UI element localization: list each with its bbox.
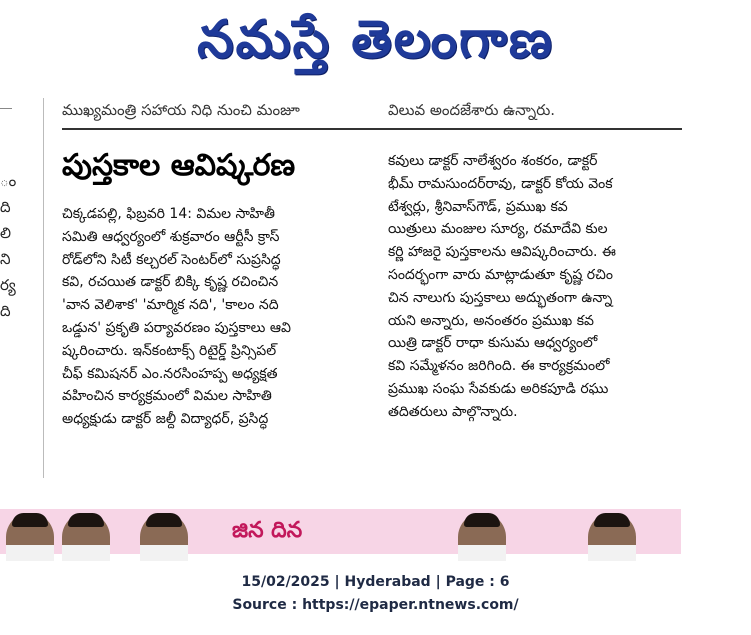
newspaper-title: నమస్తే తెలంగాణ — [197, 9, 554, 70]
article-line: సమితి ఆధ్వర్యంలో శుక్రవారం ఆర్టీసీ క్రాస్ — [62, 228, 280, 245]
ad-banner-text: జిన దిన — [232, 517, 303, 543]
fragment-line: ది — [0, 302, 11, 320]
article-line: చిన నాలుగు పుస్తకాలు అద్భుతంగా ఉన్నా — [388, 289, 613, 306]
article-line: 'వాన వెలిశాక' 'మార్మిక నది', 'కాలం నది — [62, 297, 279, 314]
article-line: చిక్కడపల్లి, ఫిబ్రవరి 14: విమల సాహితీ — [62, 206, 275, 222]
footer-date-line: 15/02/2025 | Hyderabad | Page : 6 — [241, 574, 510, 590]
article-line: ఒడ్డున' ప్రకృతి పర్యావరణం పుస్తకాలు ఆవి — [62, 319, 291, 336]
article-line: సందర్భంగా వారు మాట్లాడుతూ కృష్ణ రచిం — [388, 266, 613, 283]
column-divider — [43, 98, 44, 478]
fragment-line: ని — [0, 250, 11, 268]
article-line: కవి సమ్మేళనం జరిగింది. ఈ కార్యక్రమంలో — [388, 358, 610, 375]
advertisement-strip — [0, 509, 681, 554]
article-line: కవి, రచయిత డాక్టర్ బిక్కి కృష్ణ రచించిన — [62, 274, 279, 291]
fragment-lines — [0, 168, 16, 324]
article-line: ప్రముఖ సంఘ సేవకుడు అరికపూడి రఘు — [388, 380, 609, 397]
masthead — [0, 0, 751, 92]
article-line: రోడ్‌లోని సిటీ కల్చరల్ సెంటర్‌లో సుప్రసిద్ధ — [62, 251, 281, 268]
article-line: యిత్రులు మంజుల సూర్య, రమాదేవి కుల — [388, 221, 608, 238]
ad-portrait — [62, 513, 110, 561]
article-line: ష్కరించారు. ఇన్‌కంటాక్స్ రిటైర్డ్ ప్రిన్సిపల్ — [62, 342, 277, 359]
fragment-line: లి — [0, 224, 11, 242]
section-rule — [62, 128, 682, 130]
ad-portrait — [6, 513, 54, 561]
footer-source-line: Source : https://epaper.ntnews.com/ — [232, 597, 519, 613]
article-line: యని అన్నారు, అనంతరం ప్రముఖ కవ — [388, 312, 594, 329]
cut-text-right: విలువ అందజేశారు ఉన్నారు. — [388, 101, 556, 119]
article-line: భీమ్ రామసుందర్‌రావు, డాక్టర్ కోయ వెంక — [388, 175, 613, 192]
article-line: యిత్రి డాక్టర్ రాధా కుసుమ ఆధ్వర్యంలో — [388, 335, 598, 352]
article-column-right — [388, 150, 684, 424]
fragment-rule — [0, 108, 12, 109]
article-line: కవులు డాక్టర్ నాలేశ్వరం శంకరం, డాక్టర్ — [388, 153, 598, 169]
article-line: తదితరులు పాల్గొన్నారు. — [388, 403, 518, 420]
article-headline: పుస్తకాల ఆవిష్కరణ — [62, 148, 296, 183]
article-line: టేశ్వర్లు, శ్రీనివాస్‌గౌడ్, ప్రముఖ కవ — [388, 198, 568, 215]
ad-portrait — [458, 513, 506, 561]
fragment-line: ం — [0, 172, 17, 190]
article-line: కర్ణి హాజరై పుస్తకాలను ఆవిష్కరించారు. ఈ — [388, 244, 616, 261]
article-line: వహించిన కార్యక్రమంలో విమల సాహితి — [62, 388, 272, 405]
cut-text-left: ముఖ్యమంత్రి సహాయ నిధి నుంచి మంజూ — [62, 101, 300, 119]
ad-portrait — [588, 513, 636, 561]
article-column-left — [62, 203, 374, 431]
fragment-line: ర్య — [0, 276, 16, 294]
article-line: అధ్యక్షుడు డాక్టర్ జల్దీ విద్యాధర్, ప్రసిద్ధ — [62, 411, 269, 428]
ad-portrait — [140, 513, 188, 561]
article-line: చీఫ్ కమిషనర్ ఎం.నరసింహప్ప అధ్యక్షత — [62, 365, 278, 382]
fragment-line: ది — [0, 198, 11, 216]
adjacent-article-fragment — [0, 100, 17, 380]
